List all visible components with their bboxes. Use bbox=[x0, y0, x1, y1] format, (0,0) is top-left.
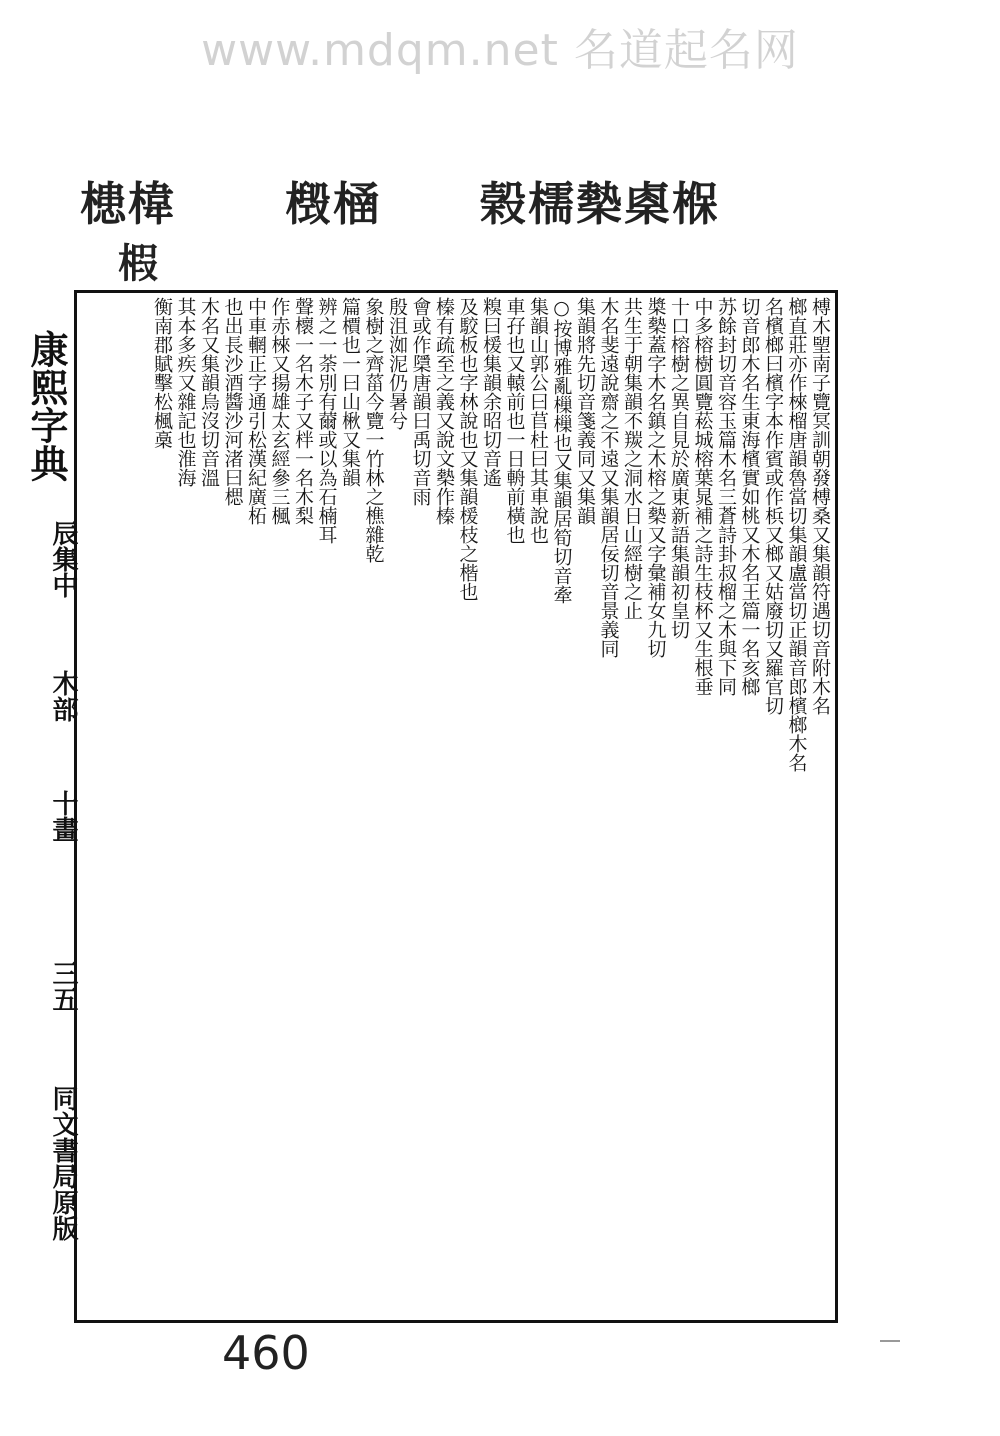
text-column: 聲櫰一名木子又柈一名木梨 bbox=[292, 297, 314, 525]
text-column: 中多榕樹圓覽菘城榕葉晁補之詩生枝杯又生根垂 bbox=[691, 297, 714, 696]
margin-strokes: 十畫 bbox=[48, 790, 78, 842]
margin-publisher: 同文書局原版 bbox=[48, 1085, 78, 1241]
text-column: 殷沮洳泥仍暑兮 bbox=[386, 297, 408, 430]
text-column: 車孖也又轅前也一日輈前橫也 bbox=[503, 297, 526, 544]
text-column: 象樹之齊菑今覽一竹林之樵雜乾 bbox=[362, 297, 385, 563]
text-column: 榛有疏至之義又說文槷作榛 bbox=[433, 297, 455, 525]
margin-radical: 木部 bbox=[48, 670, 78, 722]
seal-glyphs-middle: 檓㮭 bbox=[285, 177, 381, 231]
text-column: 榔直莊亦作棶榴唐韻魯當切集韻盧當切正韻音郎檳榔木名 bbox=[785, 297, 808, 772]
scan-mark bbox=[880, 1340, 900, 1342]
text-column: ○按博雅亂樔樔也又集韻居筍切音牽 bbox=[550, 297, 573, 604]
margin-book-title: 康熙字典 bbox=[24, 330, 69, 482]
text-column: 辨之一荼別有薾或以為石楠耳 bbox=[315, 297, 338, 544]
text-column: 衡南郡賦擊松楓槀 bbox=[151, 297, 173, 449]
dictionary-columns bbox=[81, 297, 831, 1317]
text-column: 木名斐遠說齋之不遠又集韻居佞切音景義同 bbox=[597, 297, 620, 658]
page-number: 460 bbox=[222, 1326, 310, 1380]
seal-glyphs-left: 槵椲 bbox=[80, 177, 176, 231]
dictionary-text-frame bbox=[74, 290, 838, 1323]
text-column: 會或作檃唐韻曰禹切音雨 bbox=[409, 297, 432, 506]
text-column: 集韻將先切音箋義同又集韻 bbox=[574, 297, 596, 525]
text-column: 糗曰楥集韻余昭切音遙 bbox=[480, 297, 502, 487]
text-column: 其本多疾又雜記也淮海 bbox=[174, 297, 197, 487]
watermark: www.mdqm.net 名道起名网 bbox=[201, 25, 799, 76]
text-column: 名檳榔曰檳字本作賓或作梹又榔又姑廢切又羅官切 bbox=[762, 297, 784, 715]
text-column: 榑木朢南子覽冥訓朝發榑桑又集韻符遇切音附木名 bbox=[809, 297, 831, 715]
text-column: 木名又集韻烏沒切音溫 bbox=[198, 297, 220, 487]
seal-glyphs-right: 榖檽槷㮚椺 bbox=[480, 177, 720, 231]
text-column: 切音郎木名生東海檳實如桃又木名王篇一名亥榔 bbox=[738, 297, 761, 696]
text-column: 槳槷蓋字木名鎮之木榕之槷又字彙補女九切 bbox=[644, 297, 667, 658]
seal-glyph-left-below: 椵 bbox=[118, 240, 158, 287]
text-column: 作赤棶又揚雄太玄經參三楓 bbox=[268, 297, 291, 525]
margin-section: 辰集中 bbox=[48, 520, 78, 598]
text-column: 也出長沙酒醬沙河渚曰楒 bbox=[221, 297, 244, 506]
text-column: 集韻山郭公曰苢杜曰其車說也 bbox=[527, 297, 549, 544]
text-column: 及駮板也字林說也又集韻楥枝之楷也 bbox=[456, 297, 479, 601]
text-column: 篇檟也一曰山楸又集韻 bbox=[339, 297, 361, 487]
text-column: 十口榕樹之異自見於廣東新語集韻初皇切 bbox=[668, 297, 690, 639]
text-column: 中車輞正字通引松漢紀廣柘 bbox=[245, 297, 267, 525]
text-column: 共生于朝集韻不羰之洞水日山經樹之止 bbox=[621, 297, 643, 620]
margin-leaf: 三五 bbox=[48, 960, 78, 1012]
text-column: 苏餘封切音容玉篇木名三蒼詩卦叔榴之木與下同 bbox=[715, 297, 737, 696]
